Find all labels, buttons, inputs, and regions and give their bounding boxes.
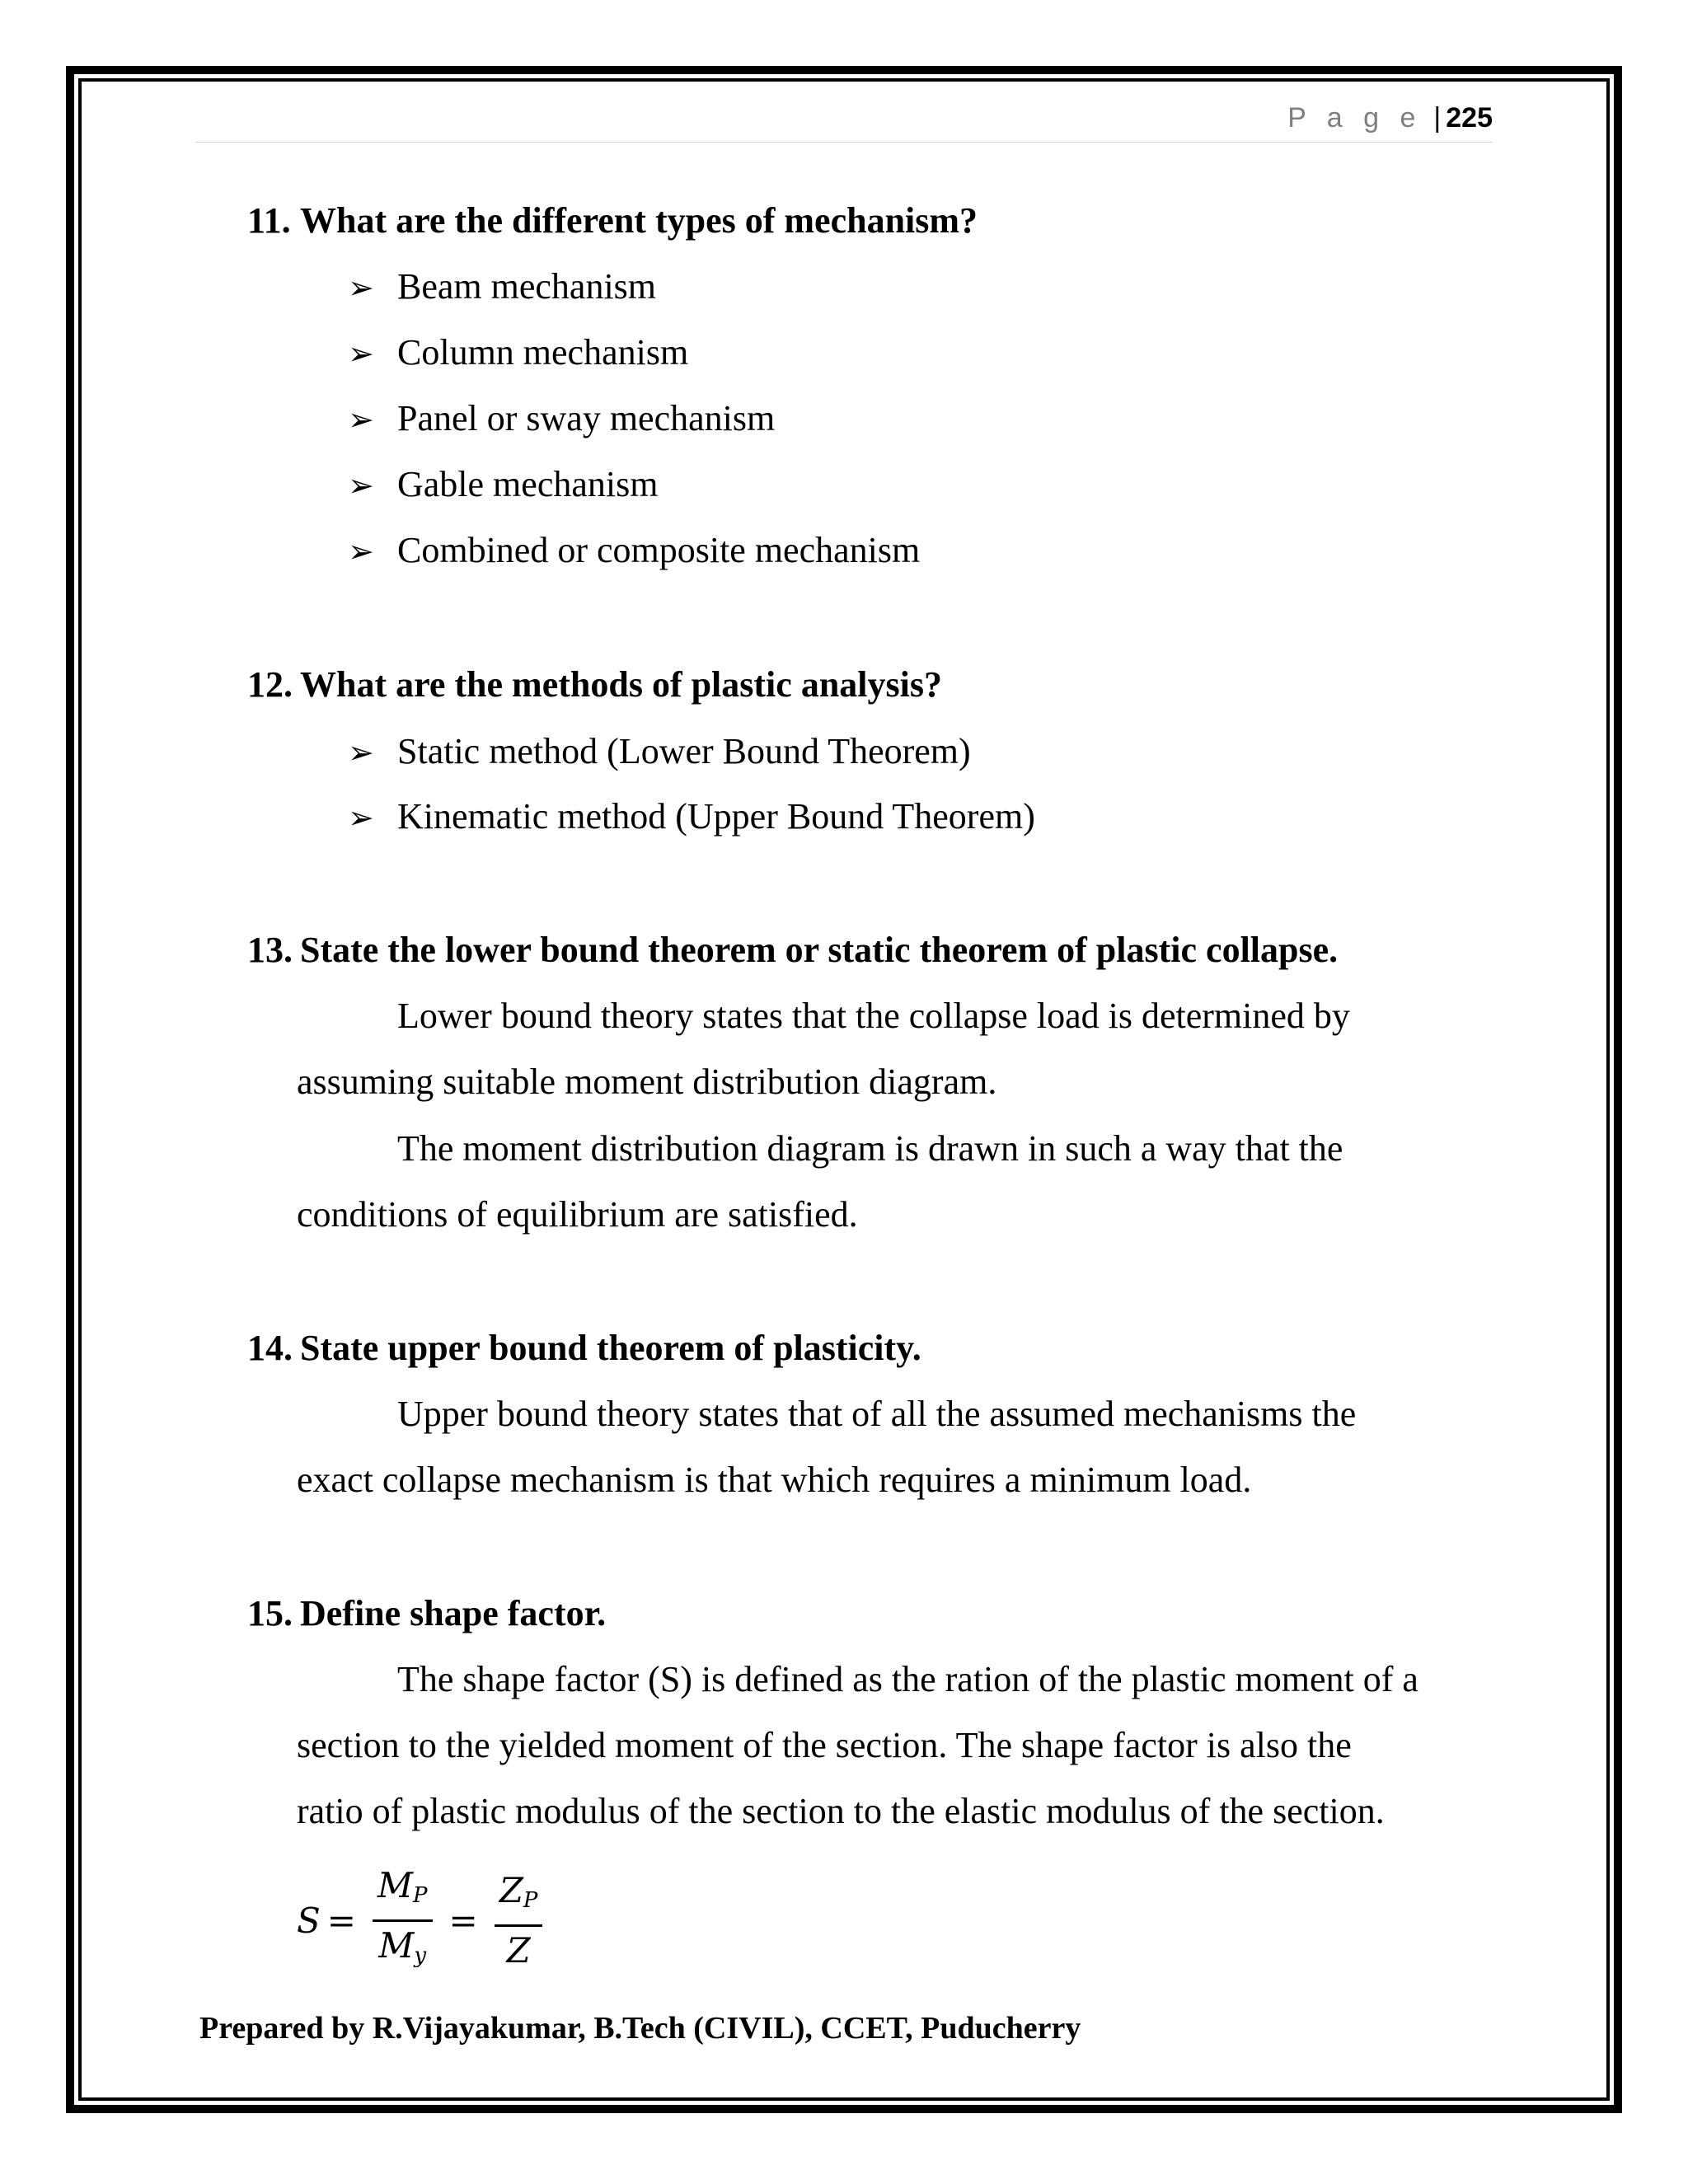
paragraph-line: assuming suitable moment distribution diagram. (297, 1062, 997, 1102)
page-separator: | (1433, 102, 1442, 134)
page-header (195, 99, 1493, 143)
numerator (373, 1865, 433, 1922)
list-item-text: Beam mechanism (397, 266, 657, 307)
arrow-bullet-icon: ➢ (348, 403, 374, 438)
list-item (348, 330, 688, 377)
list-item (348, 462, 658, 509)
question-title: What are the different types of mechanism? (300, 200, 978, 241)
question-title: What are the methods of plastic analysis? (300, 664, 942, 705)
question-15-heading (247, 1591, 606, 1637)
list-item (348, 396, 775, 443)
list-item (348, 729, 971, 776)
question-number: 11. (247, 200, 291, 241)
paragraph-line: The moment distribution diagram is drawn in such a way that the (397, 1128, 1343, 1169)
question-number: 13. (247, 930, 293, 970)
page-footer: Prepared by R.Vijayakumar, B.Tech (CIVIL), CCET, Puducherry (199, 2011, 1081, 2046)
list-item-text: Combined or composite mechanism (397, 530, 921, 570)
fraction-zp-z (495, 1870, 543, 1971)
list-item-text: Kinematic method (Upper Bound Theorem) (397, 796, 1035, 837)
symbol: M (377, 1864, 413, 1905)
list-item (348, 527, 920, 575)
question-13-heading (247, 927, 1338, 973)
list-item (348, 794, 1035, 841)
arrow-bullet-icon: ➢ (348, 736, 374, 771)
list-item-text: Static method (Lower Bound Theorem) (397, 731, 971, 771)
subscript: P (413, 1882, 428, 1908)
symbol: M (378, 1924, 415, 1966)
question-11-heading (247, 198, 978, 244)
formula-lhs: S (297, 1900, 321, 1941)
denominator (501, 1927, 535, 1971)
question-title: State the lower bound theorem or static theorem of plastic collapse. (300, 930, 1339, 970)
question-number: 14. (247, 1328, 293, 1368)
list-item (348, 264, 656, 312)
question-12-heading (247, 662, 942, 708)
question-title: Define shape factor. (300, 1593, 607, 1633)
list-item-text: Column mechanism (397, 332, 689, 373)
arrow-bullet-icon: ➢ (348, 801, 374, 836)
paragraph-line: exact collapse mechanism is that which requires a minimum load. (297, 1460, 1252, 1500)
paragraph-line: The shape factor (S) is defined as the ration of the plastic moment of a (397, 1659, 1418, 1699)
page-label: P a g e (1287, 102, 1423, 134)
list-item-text: Panel or sway mechanism (397, 398, 776, 438)
equals-sign: = (326, 1900, 356, 1941)
arrow-bullet-icon: ➢ (348, 535, 374, 569)
list-item-text: Gable mechanism (397, 464, 659, 504)
subscript: P (523, 1887, 538, 1913)
arrow-bullet-icon: ➢ (348, 271, 374, 306)
question-number: 12. (247, 664, 293, 705)
denominator (373, 1922, 431, 1976)
symbol: Z (499, 1869, 523, 1910)
fraction-mp-my (373, 1865, 433, 1976)
question-title: State upper bound theorem of plasticity. (300, 1328, 921, 1368)
equals-sign: = (448, 1900, 478, 1941)
arrow-bullet-icon: ➢ (348, 337, 374, 372)
shape-factor-formula (297, 1864, 552, 1971)
symbol: Z (506, 1929, 531, 1971)
numerator (495, 1870, 543, 1927)
question-number: 15. (247, 1593, 293, 1633)
paragraph-line: Upper bound theory states that of all the assumed mechanisms the (397, 1394, 1357, 1434)
page-number: 225 (1446, 102, 1493, 134)
paragraph-line: conditions of equilibrium are satisfied. (297, 1194, 858, 1235)
arrow-bullet-icon: ➢ (348, 469, 374, 504)
paragraph-line: Lower bound theory states that the collapse load is determined by (397, 996, 1350, 1036)
paragraph-line: section to the yielded moment of the section. The shape factor is also the (297, 1725, 1352, 1765)
paragraph-line: ratio of plastic modulus of the section to the elastic modulus of the section. (297, 1791, 1385, 1831)
question-14-heading (247, 1325, 921, 1371)
subscript: y (414, 1943, 427, 1968)
